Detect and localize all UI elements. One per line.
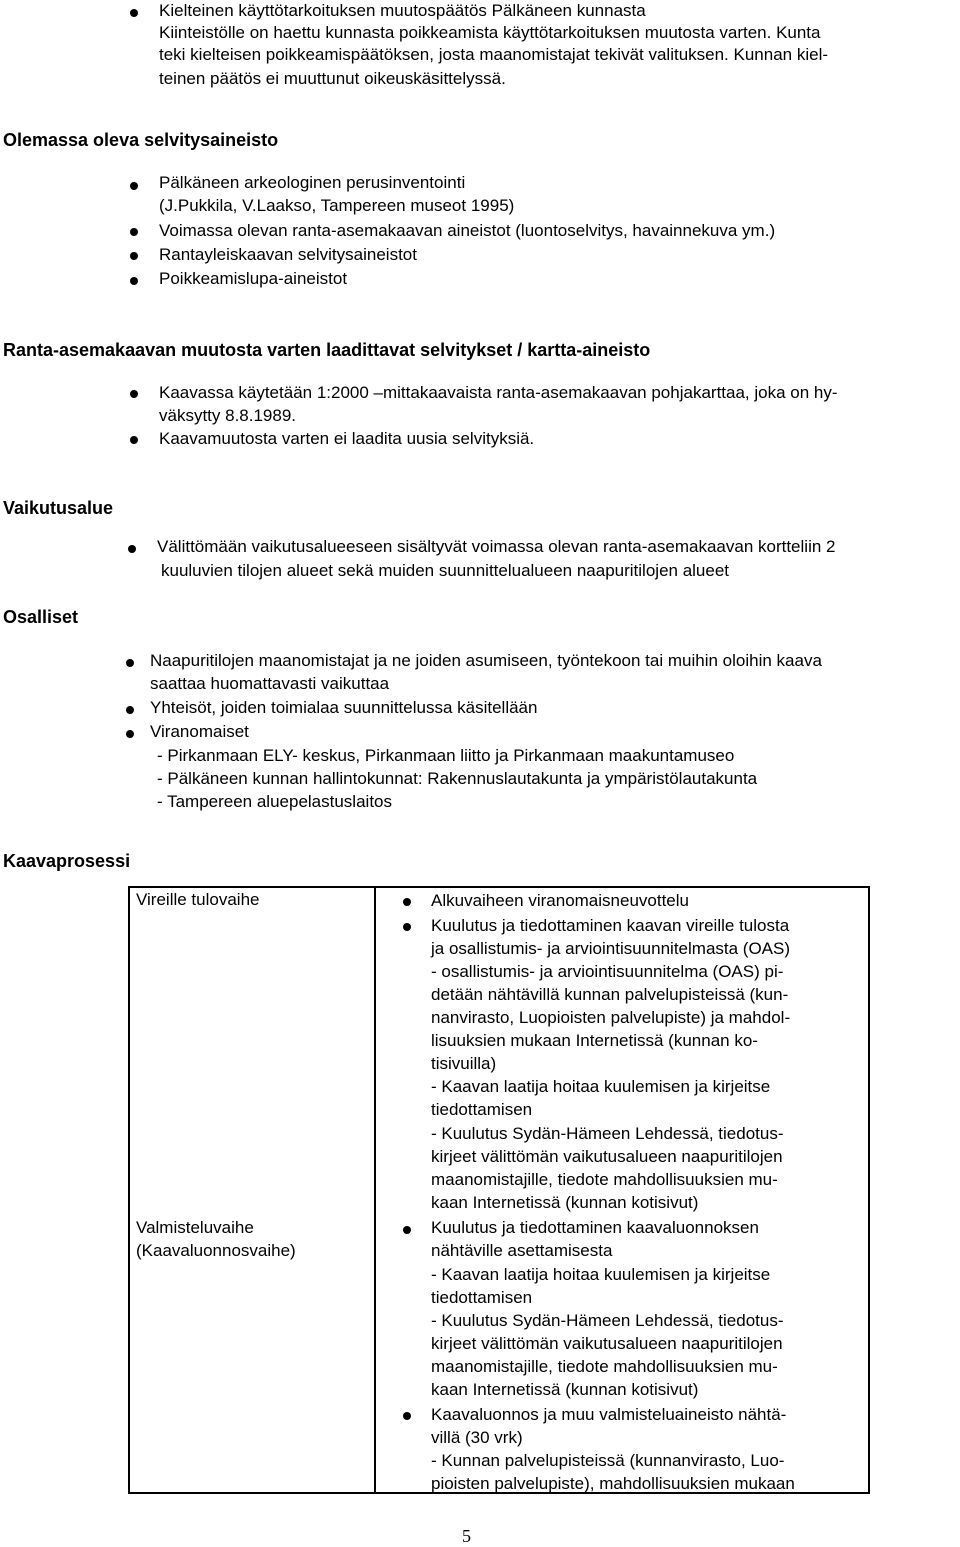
phase1-line: kaan Internetissä (kunnan kotisivut) — [431, 1193, 699, 1212]
existing-line: Voimassa olevan ranta-asemakaavan aineistot (luontoselvitys, havainnekuva ym.) — [159, 221, 776, 240]
bullet-icon — [130, 252, 138, 260]
bullet-icon — [130, 390, 138, 398]
phase1-line: Kuulutus ja tiedottaminen kaavan vireille tulosta — [431, 916, 790, 935]
existing-line: Poikkeamislupa-aineistot — [159, 269, 348, 288]
section-heading-impact: Vaikutusalue — [3, 498, 114, 518]
section-heading-studies: Ranta-asemakaavan muutosta varten laadittavat selvitykset / kartta-aineisto — [3, 340, 651, 360]
phase1-line: - osallistumis- ja arviointisuunnitelma (OAS) pi- — [431, 962, 784, 981]
intro-line: Kielteinen käyttötarkoituksen muutospäätös Pälkäneen kunnasta — [159, 1, 646, 20]
phase2-line: - Kuulutus Sydän-Hämeen Lehdessä, tiedotus- — [431, 1311, 784, 1330]
phase1-line: tiedottamisen — [431, 1100, 533, 1119]
bullet-icon — [126, 706, 134, 714]
stakeholders-line: - Pälkäneen kunnan hallintokunnat: Rakennuslautakunta ja ympäristölautakunta — [157, 769, 758, 788]
phase1-line: lisuuksien mukaan Internetissä (kunnan ko- — [431, 1031, 758, 1050]
bullet-icon — [126, 730, 134, 738]
stakeholders-line: saattaa huomattavasti vaikuttaa — [150, 674, 390, 693]
existing-line: Rantayleiskaavan selvitysaineistot — [159, 245, 417, 264]
phase1-line: kirjeet välittömän vaikutusalueen naapuritilojen — [431, 1147, 783, 1166]
studies-line: Kaavamuutosta varten ei laadita uusia selvityksiä. — [159, 429, 535, 448]
stakeholders-line: - Tampereen aluepelastuslaitos — [157, 792, 392, 811]
bullet-icon — [130, 182, 138, 190]
section-heading-existing: Olemassa oleva selvitysaineisto — [3, 130, 279, 150]
impact-line: Välittömään vaikutusalueeseen sisältyvät voimassa olevan ranta-asemakaavan kortteliin 2 — [157, 537, 836, 556]
phase2-line: kirjeet välittömän vaikutusalueen naapuritilojen — [431, 1334, 783, 1353]
bullet-icon — [403, 898, 411, 906]
phase2-line: - Kunnan palvelupisteissä (kunnanvirasto, Luo- — [431, 1451, 785, 1470]
bullet-icon — [130, 9, 138, 17]
studies-line: väksytty 8.8.1989. — [159, 406, 297, 425]
bullet-icon — [126, 659, 134, 667]
phase1-line: detään nähtävillä kunnan palvelupisteissä (kun- — [431, 985, 789, 1004]
phase1-line: Alkuvaiheen viranomaisneuvottelu — [431, 891, 689, 910]
bullet-icon — [128, 545, 136, 553]
phase2-line: - Kaavan laatija hoitaa kuulemisen ja kirjeitse — [431, 1265, 771, 1284]
intro-line: teinen päätös ei muuttunut oikeuskäsittelyssä. — [159, 69, 506, 88]
phase2-line: tiedottamisen — [431, 1288, 533, 1307]
phase1-line: - Kaavan laatija hoitaa kuulemisen ja kirjeitse — [431, 1077, 771, 1096]
phase1-line: - Kuulutus Sydän-Hämeen Lehdessä, tiedotus- — [431, 1124, 784, 1143]
bullet-icon — [130, 436, 138, 444]
phase2-line: villä (30 vrk) — [431, 1428, 523, 1447]
phase1-line: nanvirasto, Luopioisten palvelupiste) ja mahdol- — [431, 1008, 791, 1027]
phase2-line: maanomistajille, tiedote mahdollisuuksien mu- — [431, 1357, 778, 1376]
phase-title: Valmisteluvaihe — [136, 1218, 254, 1237]
bullet-icon — [403, 1226, 411, 1234]
phase-title: (Kaavaluonnosvaihe) — [136, 1241, 296, 1260]
phase2-line: Kuulutus ja tiedottaminen kaavaluonnoksen — [431, 1218, 759, 1237]
phase1-line: tisivuilla) — [431, 1054, 497, 1073]
section-heading-stakeholders: Osalliset — [3, 607, 79, 627]
phase2-line: Kaavaluonnos ja muu valmisteluaineisto nähtä- — [431, 1405, 787, 1424]
impact-line: kuuluvien tilojen alueet sekä muiden suunnittelualueen naapuritilojen alueet — [161, 561, 730, 580]
existing-line: (J.Pukkila, V.Laakso, Tampereen museot 1995) — [159, 196, 515, 215]
section-heading-process: Kaavaprosessi — [3, 851, 131, 871]
intro-line: teki kielteisen poikkeamispäätöksen, josta maanomistajat tekivät valituksen. Kunnan kiel- — [159, 45, 829, 64]
intro-line: Kiinteistölle on haettu kunnasta poikkeamista käyttötarkoituksen muutosta varten. Kunta — [159, 23, 821, 42]
phase2-line: nähtäville asettamisesta — [431, 1241, 613, 1260]
phase-title: Vireille tulovaihe — [136, 890, 260, 909]
phase1-line: ja osallistumis- ja arviointisuunnitelmasta (OAS) — [431, 939, 791, 958]
studies-line: Kaavassa käytetään 1:2000 –mittakaavaista ranta-asemakaavan pohjakarttaa, joka on hy- — [159, 383, 838, 402]
table-divider — [374, 886, 376, 1494]
phase1-line: maanomistajille, tiedote mahdollisuuksien mu- — [431, 1170, 778, 1189]
stakeholders-line: - Pirkanmaan ELY- keskus, Pirkanmaan liitto ja Pirkanmaan maakuntamuseo — [157, 746, 735, 765]
phase2-line: kaan Internetissä (kunnan kotisivut) — [431, 1380, 699, 1399]
page-number: 5 — [462, 1526, 471, 1546]
stakeholders-line: Yhteisöt, joiden toimialaa suunnittelussa käsitellään — [150, 698, 538, 717]
bullet-icon — [130, 277, 138, 285]
existing-line: Pälkäneen arkeologinen perusinventointi — [159, 173, 466, 192]
stakeholders-line: Viranomaiset — [150, 722, 249, 741]
bullet-icon — [130, 228, 138, 236]
stakeholders-line: Naapuritilojen maanomistajat ja ne joiden asumiseen, työntekoon tai muihin oloihin kaava — [150, 651, 822, 670]
phase2-line: pioisten palvelupiste), mahdollisuuksien mukaan — [431, 1474, 795, 1493]
bullet-icon — [403, 1412, 411, 1420]
bullet-icon — [403, 923, 411, 931]
